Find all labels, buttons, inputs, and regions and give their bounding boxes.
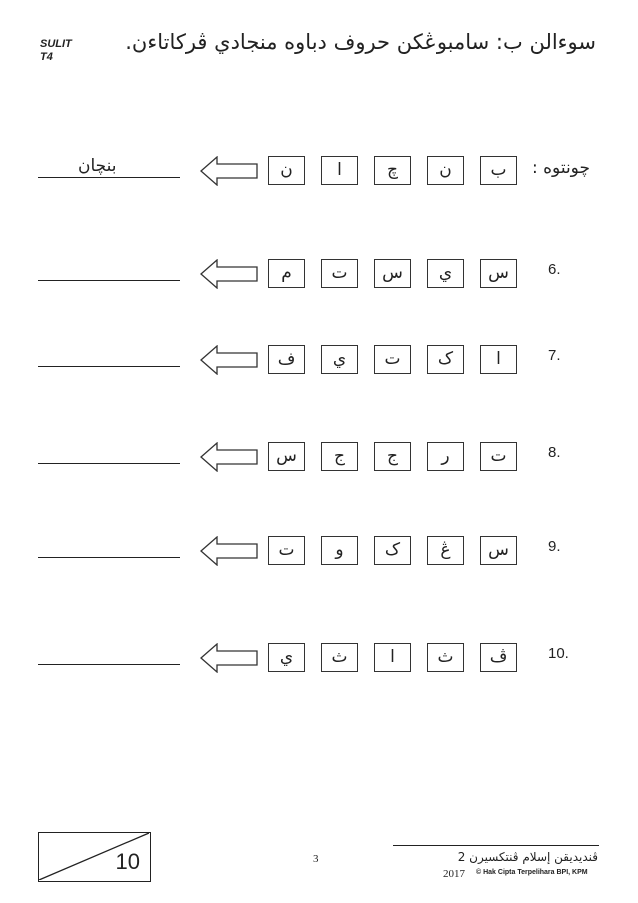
letter-box: چ: [374, 156, 411, 185]
letter-box: س: [374, 259, 411, 288]
letter-box: ک: [427, 345, 464, 374]
question-row: [0, 637, 638, 677]
left-arrow-icon: [200, 442, 258, 472]
letter-box: س: [268, 442, 305, 471]
letter-box: ا: [480, 345, 517, 374]
letter-box: ت: [268, 536, 305, 565]
letter-box: ب: [480, 156, 517, 185]
question-number: 6.: [548, 261, 561, 278]
answer-line[interactable]: [38, 664, 180, 665]
answer-line[interactable]: [38, 463, 180, 464]
letter-box: ج: [374, 442, 411, 471]
example-answer: بنچان: [78, 156, 117, 176]
letter-box: ت: [321, 259, 358, 288]
page-number: 3: [313, 853, 319, 865]
sulit-text: SULIT: [40, 38, 72, 50]
question-title: سوءالن ب: سامبوڠكن حروف دباوه منجادي ڤركاتاءن.: [125, 30, 596, 54]
question-number: 9.: [548, 538, 561, 555]
letter-box: ڤ: [480, 643, 517, 672]
letter-box: ي: [321, 345, 358, 374]
letter-box: ج: [321, 442, 358, 471]
letter-box: م: [268, 259, 305, 288]
footer-divider: [393, 845, 599, 846]
left-arrow-icon: [200, 345, 258, 375]
answer-line[interactable]: [38, 177, 180, 178]
letter-box: ر: [427, 442, 464, 471]
left-arrow-icon: [200, 536, 258, 566]
letter-box: ڠ: [427, 536, 464, 565]
score-box: [38, 832, 151, 882]
question-number: 8.: [548, 444, 561, 461]
footer-year: 2017: [443, 868, 465, 880]
letter-box: س: [480, 259, 517, 288]
footer-subject: ڤنديديقن إسلام ڤنتکسيرن 2: [457, 850, 598, 864]
left-arrow-icon: [200, 259, 258, 289]
letter-box: س: [480, 536, 517, 565]
letter-box: ث: [427, 643, 464, 672]
left-arrow-icon: [200, 643, 258, 673]
letter-box: ت: [480, 442, 517, 471]
letter-box: ي: [427, 259, 464, 288]
footer-copyright: © Hak Cipta Terpelihara BPI, KPM: [476, 869, 588, 876]
letter-box: ث: [321, 643, 358, 672]
answer-line[interactable]: [38, 280, 180, 281]
letter-box: ن: [427, 156, 464, 185]
paper-code: T4: [40, 51, 53, 63]
question-number: 10.: [548, 645, 569, 662]
question-row: [0, 339, 638, 379]
letter-box: ي: [268, 643, 305, 672]
example-row: [0, 150, 638, 190]
left-arrow-icon: [200, 156, 258, 186]
answer-line[interactable]: [38, 557, 180, 558]
classification-label: [40, 38, 72, 64]
question-row: [0, 530, 638, 570]
letter-box: ا: [374, 643, 411, 672]
question-number: 7.: [548, 347, 561, 364]
question-row: [0, 436, 638, 476]
question-row: [0, 253, 638, 293]
letter-box: ک: [374, 536, 411, 565]
letter-box: ن: [268, 156, 305, 185]
answer-line[interactable]: [38, 366, 180, 367]
letter-box: ف: [268, 345, 305, 374]
max-score: 10: [115, 849, 140, 874]
example-label: چونتوه :: [532, 158, 590, 178]
letter-box: ت: [374, 345, 411, 374]
letter-box: ا: [321, 156, 358, 185]
letter-box: و: [321, 536, 358, 565]
